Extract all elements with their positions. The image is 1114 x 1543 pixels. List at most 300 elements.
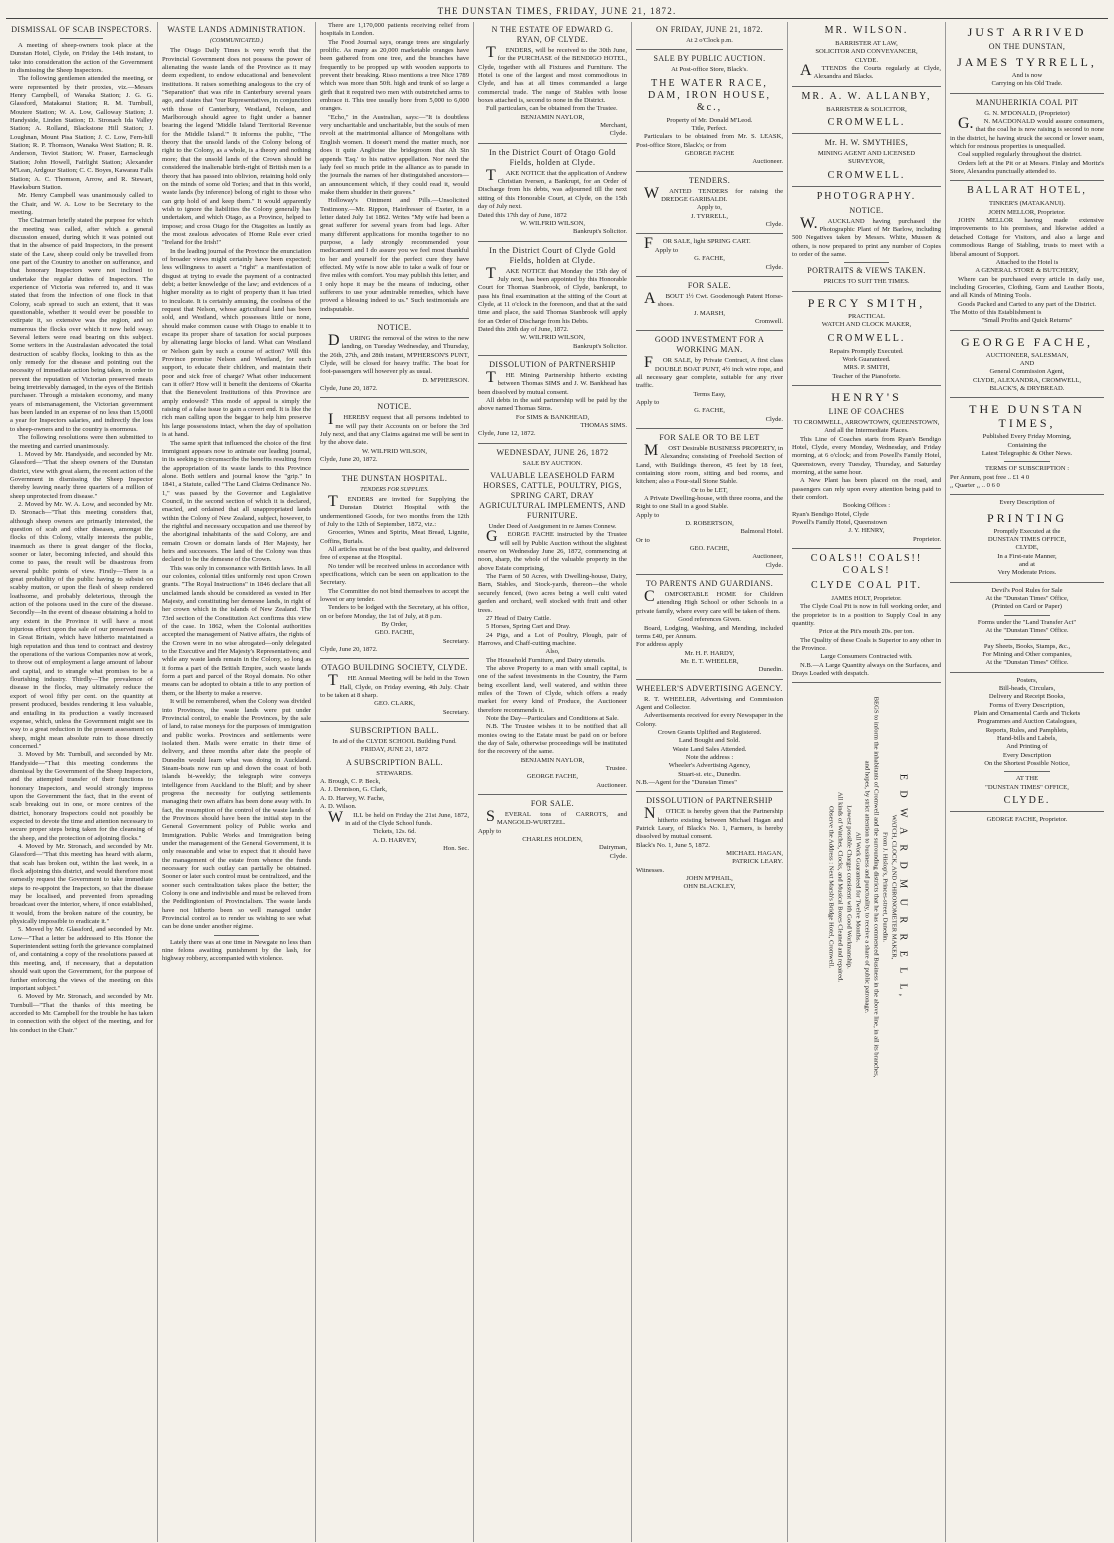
divider: [636, 679, 783, 680]
ad-place: Cromwell.: [754, 317, 783, 325]
list-item: Reports, Rules, and Pamphlets,: [985, 726, 1069, 734]
article-paragraph: 1. Moved by Mr. Handyside, and seconded by Mr. Glassford—"That the sheep owners of the Dunstan district, view with great alarm, the recent action of the Government in dismissing the Sheep Inspector thereby leaving nearly three quarters of a million of sheep unprotected from disease.": [10, 450, 153, 500]
ad-role: Auctioneer,: [752, 553, 783, 561]
divider: [792, 186, 941, 187]
ad-place: Clyde.: [609, 852, 627, 860]
ad-motto: "Small Profits and Quick Returns": [981, 317, 1073, 325]
ad-signature: THOMAS SIMS.: [580, 422, 627, 430]
ad-line: All Work Guaranteed for Twelve Months.: [854, 832, 861, 943]
ad-under: Under Deed of Assignment in re James Connew.: [488, 523, 617, 531]
ad-apply: Apply to: [654, 246, 679, 254]
ad-title: LINE OF COACHES: [828, 406, 905, 416]
ad-body: The Clyde Coal Pit is now in full working order, and the proprietor is in a position to Supply Coal in any quantity.: [792, 603, 941, 628]
ad-body: THE Mining Partnership hitherto existing between Thomas SIMS and J. W. Bankhead has been dissolved by mutual consent.: [478, 368, 627, 396]
ad-signature: MRS. P. SMITH,: [843, 364, 890, 372]
ad-signature: GEORGE FACHE: [684, 150, 735, 158]
ad-name: JAMES TYRRELL,: [957, 55, 1097, 69]
column-2: [158, 22, 316, 1542]
article-paragraph: 3. Moved by Mr. Turnbull, and seconded by Mr. Handyside—"That this meeting condemns the dismissal by the Government of the Sheep Inspectors, and the attempted transfer of their functions to honorary Inspectors, and would strongly impress upon the Government the fact, that in the event of scab breaking out in one, or more centres of the district, honorary Inspectors could not possibly be expected to devote the time and attention necessary to secure proper steps being taken for the cleansing of the sheep, and the protection of adjoining flocks.": [10, 751, 153, 842]
ad-and: AND: [1019, 359, 1035, 367]
ad-nb: N.B.—Agent for the "Dunstan Times": [636, 779, 737, 786]
ad-office: Ryan's Bendigo Hotel, Clyde: [792, 510, 869, 518]
divider: [636, 233, 783, 234]
ad-heading: WEDNESDAY, JUNE 26, 1872: [496, 447, 609, 457]
ad-heading: FOR SALE OR TO BE LET: [659, 432, 760, 442]
ad-body: The Household Furniture, and Dairy utensils.: [486, 656, 606, 664]
ad-date: Black's No. 1, June 5, 1872.: [636, 841, 710, 849]
ad-office: DUNSTAN TIMES OFFICE,: [987, 536, 1067, 544]
list-item: Plain and Ornamental Cards and Tickets: [973, 709, 1081, 717]
ad-intro: In aid of the CLYDE SCHOOL Building Fund.: [332, 738, 457, 746]
ad-body: N.B. The Trustee wishes it to be notified that all monies owing to the Estate must be paid on or before the day of Sale, otherwise proceedings will be instituted for the recovery of the same.: [478, 723, 627, 756]
ad-title: General Commission Agent,: [989, 368, 1065, 376]
ad-heading: FOR SALE.: [530, 799, 575, 809]
ad-role: Auctioneer.: [752, 158, 783, 166]
ad-body: BEGS to inform the inhabitants of Cromwell and the surrounding districts that he has commenced Business in the above line, in all its branches, and hopes, by strict attention to business and punctuality, to receive a share of public patronage.: [863, 697, 879, 1078]
ad-signature: MICHAEL HAGAN,: [726, 850, 783, 858]
ad-body: Coal supplied regularly throughout the district.: [958, 151, 1082, 159]
ad-title: CLYDE COAL PIT.: [811, 580, 922, 592]
notice-body: IHEREBY request that all persons indebted to me will pay their Accounts on or before the 3rd July next, and that any Claims against me will be sent in by the above date.: [320, 411, 469, 447]
list-item: On the Shortest Possible Notice,: [984, 759, 1070, 767]
ad-signature: BENJAMIN NAYLOR,: [520, 113, 585, 121]
notice-signature: W. WILFRID WILSON,: [361, 447, 428, 455]
article-paragraph: Mr. Henry Campbell was unanimously called to the Chair, and W. A. Low to be Secretary to the meeting.: [10, 192, 153, 216]
ad-heading: PERCY SMITH,: [807, 295, 926, 310]
ad-date: Clyde, June 20, 1872.: [320, 646, 378, 654]
divider: [636, 791, 783, 792]
ad-notice: NOTICE.: [849, 205, 884, 215]
ad-body: The Committee do not bind themselves to accept the lowest or any tender.: [320, 587, 469, 603]
ad-role: Auctioneer.: [596, 781, 627, 789]
ad-heading: OTAGO BUILDING SOCIETY, CLYDE.: [321, 663, 468, 673]
divider: [636, 171, 783, 172]
ad-signature: G. FACHE,: [694, 255, 725, 263]
divider: [950, 330, 1104, 331]
ad-line: AT THE: [1015, 775, 1039, 783]
ad-date: Clyde, June 12, 1872.: [478, 430, 536, 438]
masthead: THE DUNSTAN TIMES, FRIDAY, JUNE 21, 1872.: [6, 4, 1108, 19]
list-item: At the "Dunstan Times" Office,: [985, 595, 1069, 603]
ad-offices: Booking Offices :: [842, 502, 891, 510]
ad-apply: Apply to: [478, 827, 502, 835]
ad-terms: Terms Easy,: [693, 390, 726, 398]
ad-date: Dated this 20th day of June, 1872.: [478, 325, 569, 333]
ad-signature: J. MARSH,: [694, 309, 725, 317]
ad-signature: BENJAMIN NAYLOR,: [520, 756, 585, 764]
ad-address: Observe the Address : Next Marsh's Bridge Hotel, Cromwell.: [827, 806, 834, 969]
divider: [636, 428, 783, 429]
rotated-ad: [792, 687, 941, 1087]
ad-address: Wheeler's Advertising Agency,: [668, 762, 751, 770]
article-paragraph: In the leading journal of the Province the enunciation of broader views might certainly have been expected; less willingness to assert a "right" a manifestation of disgust at trying to evade the payment of a contracted debt; a better knowledge of the law; and evidences of a higher morality as to right of property than it has tried to inculcate. It is certainly amusing, the coolness of the request that Nelson, whose agricultural land has been sold, and Westland, which possesses little or none, should make common cause with Otago to enable it to escape its proper share of taxation for social purposes by alienating large blocks of land. What can Westland or Nelson gain by such a course of action? Will this Province promise Nelson and Westland, for such support, to educate their children, and maintain their poor and sick free of charge? What other inducement can it offer? How will it benefit the denizens of Okarita that the Benevolent Institutions of this Province are amply endowed? This mode of appeal is simply the raising of a false issue to gain a covert end. It is like the rich man calling upon the beggar to help him preserve his large possessions intact, when the day of spoliation is at hand.: [162, 247, 311, 439]
ad-refs: Good references Given.: [678, 616, 741, 624]
ad-body: N.B.—A Large Quantity always on the Surfaces, and Drays Loaded with despatch.: [792, 661, 941, 678]
ad-body: A Private Dwelling-house, with three rooms, and the Right to one Stall in a good Stable.: [636, 495, 783, 511]
ad-route: And all the Intermediate Places.: [824, 427, 909, 435]
ad-body: Full particulars, can be obtained from the Trustee.: [486, 105, 618, 113]
ad-line: Large Consumers Contracted with.: [820, 653, 913, 661]
ad-heading: TO PARENTS AND GUARDIANS.: [645, 579, 774, 589]
ad-signature: W. WILFRID WILSON,: [519, 334, 586, 342]
ad-or: Or to be LET,: [691, 486, 728, 494]
divider: [792, 548, 941, 549]
ad-price-row: ,, Quarter ,, .. 0 6 0: [950, 482, 1000, 490]
article-paragraph: 4. Moved by Mr. Stronach, and seconded by Mr. Glassford—"That this meeting has heard with alarm, that scab has broken out, within the last week, in a flock adjoining this district, and would therefore most earnestly request the Government to take immediate steps to re-appoint the Inspectors, so that the disease may be localised, and prevented from spreading broadcast over the interior, where, if once established, it would, from the broken nature of the country, be physically impossible to eradicate it.": [10, 843, 153, 926]
ad-heading: MR. A. W. ALLANBY,: [801, 90, 932, 102]
article-paragraph: The Chairman briefly stated the purpose for which the meeting was called, after which a general discussion ensued, during which it was pointed out that in the absence of paid Inspectors, in the present state of the Law, sheep could only be travelled from one part of the Country to another on sufferance, and that honorary Inspectors were not inclined to undertake the regular duties of Inspectors. The experience of Victoria was referred to, and it was stated that from the infection of one flock in that Colony, scab spread to such an extent, that it was questionable, whether it would ever be possible to extirpate it, so extensive was the region, and so numerous the flocks over which it now held sway. Several letters were read bearing on this subject. Some writers in the Australasian advocated the total destruction of scabby flocks, looking to this as the only remedy for the disease and pointing out the necessity of immediate action being taken, in order to prevent the reputation of Victorian preserved meats being irretrievably damaged, in the eyes of the British purchaser. Through a mistaken economy, and many years of mismanagement, the Victorian government has been landed in an expense of no less than 15,000l a year for Inspectors salaries, and indirectly the loss to sheep-owners and to the country is enormous.: [10, 217, 153, 433]
divider: [214, 935, 259, 936]
ad-body: COMFORTABLE HOME for Children attending High School or other Schools in a private family, where every care will be taken of them.: [636, 588, 783, 615]
list-item: At the "Dunstan Times" Office.: [985, 659, 1069, 667]
divider: [320, 658, 469, 659]
divider: [478, 241, 627, 242]
ad-signature: Mr. E. T. WHEELER,: [680, 657, 739, 665]
ad-body: ABOUT 1½ Cwt. Goodenough Patent Horse-shoes.: [644, 289, 783, 309]
divider: [950, 811, 1104, 812]
ad-heading: FOR SALE.: [687, 280, 732, 290]
ad-owner: JAMES HOLT, Proprietor.: [831, 595, 902, 603]
ad-body: Groceries, Wines and Spirits, Meat Bread, Lignite, Coffins, Burials.: [320, 529, 469, 545]
ad-body: Orders left at the Pit or at Messrs. Finlay and Moritz's Store, Alexandra punctually attended to.: [950, 159, 1104, 176]
ad-signature: CHARLES HOLDEN,: [522, 836, 583, 844]
ad-place: CROMWELL.: [827, 117, 906, 129]
news-item: Lately there was at one time in Newgate no less than nine felons awaiting punishment by the lash, for highway robbery, accompanied with violence.: [162, 938, 311, 963]
ad-body: R. T. WHEELER, Advertising and Commission Agent and Collector.: [636, 695, 783, 711]
ad-body: NOTICE is hereby given that the Partnership hitherto existing between Michael Hagan and Patrick Leary, of Black's No. 1, Farmers, is hereby dissolved by mutual consent.: [636, 805, 783, 841]
ad-title: PRACTICAL: [848, 312, 885, 320]
list-item: Programmes and Auction Catalogues,: [977, 718, 1077, 726]
ad-line: Very Moderate Prices.: [997, 569, 1057, 577]
divider: [1004, 461, 1050, 462]
steward-row: A. D. Harvey, W. Fache,: [320, 794, 385, 802]
divider: [1004, 615, 1050, 616]
ad-line: Work Guaranteed.: [842, 355, 891, 363]
divider: [60, 38, 103, 39]
ad-heading: DISSOLUTION of PARTNERSHIP: [646, 796, 773, 806]
ad-date: Dated this 17th day of June, 1872: [478, 211, 567, 219]
ad-motto: The Motto of this Establishment is: [950, 308, 1042, 316]
ad-body: The Quality of these Coals is Superior to any other in the Province.: [792, 636, 942, 653]
ad-apply: Apply to,: [697, 204, 722, 212]
ad-body: ATTENDS the Courts regularly at Clyde, Alexandra and Blacks.: [800, 62, 941, 81]
article-paragraph: This was only in consonance with British laws. In all our colonies, colonial titles uniformly rest upon Crown grants. "The Royal Instructions" in 1846 declare that all unclaimed lands should be considered as vested in Her Majesty, and constituting her demesne lands, in right of her crown which in the islands of New Zealand. The 73rd section of the Constitution Act confirms this view of the case. In 1862, when the Colonial authorities accepted the management of Native affairs, the rights of the Crown were in no wise abrogated—only delegated to the Executive and Her Majesty's Representatives; and while any waste lands remain in the Colony, so long as it forms a part of the British Empire, such waste lands form a part and parcel of the Royal domain. No other means can be adopted to obtain a title to any portion of them, or the liberty to make a reserve.: [162, 564, 311, 697]
ad-note: Note the address :: [685, 753, 734, 761]
article-heading: DISMISSAL OF SCAB INSPECTORS.: [11, 25, 152, 34]
ad-place: Clyde.: [765, 263, 783, 271]
ad-place: Dunedin.: [758, 666, 783, 674]
ad-tickets: Tickets, 12s. 6d.: [372, 828, 417, 836]
article-paragraph: A meeting of sheep-owners took place at the Dunstan Hotel, Clyde, on Friday the 14th instant, to take into consideration the action of the Government in dismissing the Sheep Inspectors.: [10, 42, 153, 75]
ad-signature: W. WILFRID WILSON,: [519, 219, 586, 227]
ad-signature: D. ROBERTSON,: [685, 520, 734, 528]
ad-place: CLYDE.: [1003, 795, 1051, 806]
column-6: [788, 22, 946, 1542]
forms-list: [950, 587, 1104, 668]
ad-body: G.N. MACDONALD would assure consumers, that the coal he is now raising is second to none in the district, he having struck the second or lower seam, which for resinous properties is unequalled.: [950, 115, 1104, 151]
list-item: Forms of Every Description,: [989, 701, 1065, 709]
ad-heading: BALLARAT HOTEL,: [967, 185, 1087, 197]
ad-body: 27 Head of Dairy Cattle.: [486, 614, 552, 622]
ad-role: Bankrupt's Solicitor.: [573, 228, 627, 236]
ad-body: Board, Lodging, Washing, and Mending, included terms £40, per Annum.: [636, 624, 783, 640]
ad-heading: JUST ARRIVED: [967, 25, 1087, 39]
notice-date: Clyde, June 20, 1872.: [320, 456, 378, 464]
ad-title: AUCTIONEER, SALESMAN,: [985, 351, 1069, 359]
ad-heading: TENDERS.: [688, 175, 731, 185]
divider: [950, 397, 1104, 398]
ad-title: THE WATER RACE, DAM, IRON HOUSE, &c.,: [647, 77, 772, 113]
list-item: Bill-heads, Circulars,: [998, 684, 1056, 692]
ad-terms: TERMS OF SUBSCRIPTION :: [984, 465, 1070, 473]
list-item: Forms under the "Land Transfer Act": [977, 618, 1077, 626]
divider: [792, 682, 941, 683]
divider: [636, 276, 783, 277]
ad-heading: E D W A R D M U R R E L L,: [897, 774, 908, 1001]
ad-subheading: SALE BY AUCTION.: [522, 459, 583, 467]
divider: [844, 262, 889, 263]
ad-role: Secretary.: [442, 637, 469, 645]
ad-body: Where can be purchased every article in daily use, including Groceries, Clothing, Gum and Leather Boots, and all Kinds of Mining Tools.: [950, 275, 1104, 300]
list-item: Hand-bills and Labels,: [997, 734, 1057, 742]
ad-place: At Post-office Store, Black's.: [671, 66, 748, 74]
ad-signature: PATRICK LEARY.: [732, 858, 783, 866]
divider: [950, 672, 1104, 673]
ad-route: TO CROMWELL, ARROWTOWN, QUEENSTOWN,: [793, 418, 940, 426]
article-paragraph: The following gentlemen attended the meeting, or were represented by their proxies, viz.—Messrs Henry Campbell, of Wanaka Station; J. G. G. Glassford, Matakanui Station; R. M. Turnbull, Moutere Station; W. A. Low, Galloway Station; J. Handyside, Linden Station; D. Stronach Ida Valley Station; A. Rolland, Blackstone Hill Station; J. Loughnan, Mount Pisa Station; J. C. Low, Fern-hill Station; R. P. Thomson, Wanaka West Station; R. R. Anderson, Teviot Station; W. Fraser, Earnscleugh Station; John Howell, Fairlight Station; Alexander M'Lean, Ardgour Station; C. C. Boyes, Kawarau Falls Station; A. C. Thomson, Arrow, and R. Stewart, Hawksburn Station.: [10, 75, 153, 191]
ad-heading: In the District Court of Clyde Gold Fields, holden at Clyde.: [489, 245, 616, 265]
column-5: [632, 22, 788, 1542]
ad-printing: PRINTING: [987, 510, 1067, 525]
ad-body: 5 Horses, Spring Cart and Dray.: [486, 623, 571, 631]
ad-title: MINING AGENT AND LICENSED: [817, 150, 916, 158]
ad-body: SEVERAL tons of CARROTS, and MANGOLD-WURTZEL.: [486, 808, 627, 827]
ad-body: The above Property to a man with small capital, is one of the safest investments in the Country, the Farm being excellent land, well watered, and within three miles of the Town of Clyde, which offers a ready market for every kind of Produce, the Auctioneer therefore recommends it.: [478, 664, 627, 714]
news-item: The Food Journal says, orange trees are singularly prolific. As many as 20,000 marketable oranges have been gathered from one tree, and the branches have frequently to be propped up with wooden supports to prevent their breaking. Risso mentions a tree Nice 1789 which was more than 50ft. high and trunk of so large a girth that it required two men with outstretched arms to embrace it. This tree usually bore from 5,000 to 6,000 oranges.: [320, 38, 469, 113]
ad-heading: PHOTOGRAPHY.: [816, 190, 917, 202]
column-4: [474, 22, 632, 1542]
ad-body: WANTED TENDERS for raising the DREDGE GARIBALDI.: [644, 184, 783, 204]
ad-line: Repairs Promptly Executed.: [829, 347, 904, 355]
columns: [6, 22, 1108, 1542]
ad-heading: N THE ESTATE OF EDWARD G. RYAN, OF CLYDE.: [491, 25, 614, 44]
ad-line: Teacher of the Pianoforte.: [832, 372, 901, 380]
column-1: [6, 22, 158, 1542]
ad-body: All articles must be of the best quality, and delivered free of expense at the Hospital.: [320, 545, 469, 562]
ad-line: Latest Telegraphic & Other News.: [981, 450, 1073, 457]
ad-heading: MANUHERIKIA COAL PIT: [975, 97, 1079, 107]
list-item: Devil's Pool Rules for Sale: [991, 586, 1063, 594]
ad-line: Lowest possible Charges consistent with Good Workmanship.: [845, 805, 852, 970]
divider: [1004, 639, 1050, 640]
news-item: "Echo," in the Australian, says:—"It is doubtless very uncharitable and uncharitable, but the souls of men revolt at the matrimonial alliance of Mongolians with English women. It doesn't mend the matter much, nor does it quite Anglicise the bridegroom that Ah Sin appends 'Esq.' to his native appellation. Nor need the lady feel so much pride in the alliance as to parade in the journals the names of her distinguished ancestors—an announcement which, if they could read it, would make them shudder in their graves.": [320, 113, 469, 196]
list-item: Delivery and Receipt Books,: [988, 693, 1066, 701]
ad-title: BARRISTER AT LAW,: [835, 40, 898, 47]
ad-heading: DISSOLUTION of PARTNERSHIP: [489, 359, 616, 369]
divider: [320, 397, 469, 398]
ad-heading: THE DUNSTAN TIMES,: [969, 402, 1085, 431]
news-item: Holloway's Ointment and Pills.—Unsolicited Testimony.—Mr. Rippon, Hairdresser of Exeter, in a letter dated July 1st 1862. Writes "My wife had been a great sufferer for several years from bad legs. After many different applications for months together to no purpose, a lady strongly recommended your medicament and I do assure you we feel most thankful to her and yourself for the perfect cure they have effected. My wife is now able to take a walk of four or five miles with comfort. You may publish this letter, and I only hope it may be the means of inducing, other sufferers to use your admirable remedies, which have proved a blessing indeed to us." Such testimonials are indisputable.: [320, 197, 469, 313]
article-paragraph: 6. Moved by Mr. Stronach, and seconded by Mr. Turnbull—"That the thanks of this meeting be accorded to Mr. Campbell for the trouble he has taken in connection with the object of the meeting, and for his conduct in the Chair.": [10, 993, 153, 1034]
ad-body: Tenders to be lodged with the Secretary, at his office, on or before Monday, the 1st of July, at 8 p.m.: [320, 604, 469, 620]
ad-subheading: WATCH, CLOCK, AND CHRONOMETER MAKER,: [890, 815, 897, 960]
ad-date: FRIDAY, JUNE 21, 1872: [360, 746, 429, 754]
ad-place: CLYDE.: [855, 56, 878, 64]
ad-heading: COALS!! COALS!! COALS!: [810, 553, 923, 577]
list-item: Every Description: [1002, 751, 1052, 759]
ad-apply: Apply to: [636, 511, 660, 519]
article-paragraph: 5. Moved by Mr. Glassford, and seconded by Mr. Low—"That a letter be addressed to His Honor the Superintendent setting forth the grievance complained of, and containing a copy of the resolutions passed at this meeting, and, if necessary, that a deputation should wait upon the Government, for the purpose of further enforcing the views of the meeting on this important subject.": [10, 926, 154, 992]
ad-subheading: PORTRAITS & VIEWS TAKEN.: [807, 266, 926, 276]
ad-title: BARRISTER & SOLICITOR,: [826, 105, 907, 113]
ad-subheading: ON THE DUNSTAN,: [988, 42, 1066, 51]
list-item: (Printed on Card or Paper): [992, 603, 1062, 611]
article-paragraph: It will be remembered, when the Colony was divided into Provinces, the waste lands were put under Provincial control, to enable the Provinces, by the sale of land, to raise moneys for the purposes of immigration and public works. Provinces and settlements were isolated then. Mails were erratic in their time of delivery, and three months after date the people of Dunedin would learn what was doing in Auckland. Steam-boats now run up and down the coast of both islands bi-weekly; the telegraph wire conveys intelligence from Auckland to the Bluff; and by sheer progress the necessity for outlying settlements managing their own affairs has been done away with. In fact, the resumption of the control of the waste lands of the Provinces should have been the initial step in the General Government policy of Public works and Immigration. Public Works and Immigration being under the management of the General Government, it is only reasonable and wise to expect that it should have the management of the estate from whence the funds necessary for such outlay can partially be obtained. Sooner or later such control must be centralized, and the sooner such centralization takes place the better; the Colony is one and indivisible and must be relieved from the Peddlingtonism of Provincialism. The waste lands have not hitherto been so well managed under Provincial control as to render us wishing to see what can be done under another régime.: [162, 698, 311, 931]
notice-signature: D. M'PHERSON.: [422, 376, 469, 384]
divider: [950, 494, 1104, 495]
ad-signature: GEO. CLARK,: [374, 700, 415, 708]
divider: [636, 574, 783, 575]
ad-line: and at: [1019, 561, 1035, 569]
ad-heading: SUBSCRIPTION BALL.: [350, 726, 439, 736]
divider: [478, 443, 627, 444]
ad-body: TENDERS, will be received to the 30th June, for the PURCHASE of the BENDIGO HOTEL, Clyde, together with all Fixtures and Furniture. The Hotel is one of the largest and most commodious in Clyde, and has at all times commanded a large commercial trade. The range of Stables with loose boxes attached is, second to none in the District.: [478, 44, 627, 105]
ad-body: WILL be held on Friday the 21st June, 1872, in aid of the Clyde School funds.: [328, 808, 469, 827]
ad-heading: GOOD INVESTMENT FOR A WORKING MAN.: [654, 335, 765, 355]
ad-heading: THE DUNSTAN HOSPITAL.: [341, 473, 448, 483]
ad-role: Trustee.: [605, 765, 627, 773]
posters-list: [950, 677, 1104, 769]
divider: [792, 133, 941, 134]
ad-role: Secretary.: [442, 708, 469, 716]
ad-body: GEORGE FACHE instructed by the Trustee will sell by Public Auction without the slightest reserve on Wednesday June 26, 1872, commencing at noon, sharp, the whole of the valuable property in the above Estate comprising,: [478, 528, 627, 572]
ad-witness-name: OHN BLACKLEY,: [683, 883, 736, 891]
divider: [636, 330, 783, 331]
ad-body: All debts in the said partnership will be paid by the above named Thomas Sims.: [478, 397, 627, 413]
ad-subheading: TINKER'S (MATAKANUI).: [988, 200, 1066, 208]
article-paragraph: The following resolutions were then submitted to the meeting and carried unanimously.: [10, 434, 153, 450]
ad-subheading: TENDERS FOR SUPPLIES.: [360, 486, 429, 493]
ad-line: And is now: [1011, 72, 1043, 79]
divider: [320, 318, 469, 319]
ad-street: Stuart-st. etc., Dunedin.: [678, 770, 741, 778]
divider: [792, 291, 941, 292]
news-item: There are 1,170,000 patients receiving relief from hospitals in London.: [320, 22, 469, 38]
ad-body: Particulars to be obtained from Mr. S. LEASK, Post-office Store, Black's; or from: [636, 133, 783, 149]
ad-price: Price at the Pit's mouth 20s. per ton.: [818, 628, 915, 636]
ad-signature: GEORGE FACHE,: [526, 773, 579, 781]
article-paragraph: The same spirit that influenced the choice of the first immigrant appears now to animate our leading journal, in its seeking to circumscribe the benefits resulting from the appropriation of its waste lands to this Province alone. Both settlers and journal know the "grip." In 1841, a Statute, called "The Land Claims Ordinance No. 1," was passed by the Governor and Legislative Council, in the second section of which it is declared, enacted, and ordained that all unappropriated lands within the Colony of New Zealand, subject, however, to the rightful and necessary occupation and use thereof by the aboriginal inhabitants of the said Colony, are and remain Crown or domain lands of Her Majesty, her heirs and successors. The land of the Colony was thus declared to be the demesne of the Crown.: [162, 439, 311, 564]
ad-witness-name: JOHN M'PHAIL,: [686, 875, 733, 883]
ad-signature: G. FACHE,: [694, 407, 725, 415]
ad-body: The Farm of 50 Acres, with Dwelling-house, Dairy, Barn, Stables, and Stock-yards, thereon—the whole securely fenced, (two acres being a well culti vated garden and orchard, well stocked with fruit and other trees.: [478, 573, 627, 614]
ad-body: 24 Pigs, and a Lot of Poultry, Plough, pair of Harrows, and Chaff-cutting machine.: [478, 631, 627, 647]
ad-prices: PRICES TO SUIT THE TIMES.: [823, 278, 910, 286]
list-item: At the "Dunstan Times" Office.: [985, 627, 1069, 635]
divider: [950, 180, 1104, 181]
ad-price-row: Per Annum, post free .. £1 4 0: [950, 473, 1030, 481]
ad-heading: MR. WILSON.: [824, 25, 909, 36]
ad-or-to: Or to: [636, 536, 650, 544]
divider: [320, 469, 469, 470]
article-paragraph: 2. Moved by Mr. W. A. Low, and seconded by Mr. D. Stronach—"That this meeting considers that, although sheep owners are primarily interested, the question of scab and other diseases, amongst the flocks of this Colony, vitally interests the public, inasmuch as there is great danger of the flocks, sooner or later, becoming infected, and should this come to pass, the result will be disastrous from several public points of view. Firstly—There is a great probability of the public having to subsist on scabby mutton, or upon the flesh of sheep rendered loathsome, and probably deleterious, through the action of the poisons used in the cure of the disease. Secondly—In the event of disease obtaining a hold to any extent in the Province it will have a most injurious effect upon the sale of our preserved meats in Great Britain, which have hitherto maintained a high reputation and thus tend to contract and destroy the operations of the various Companies now at work, to throw out of employment a large amount of labour and capital, and to strangle what promises to be a flourishing industry. Thirdly—The prevalence of disease in the flocks, may ultimately reduce the export of wool fifty per cent. on the quantity at present produced, besides rendering it less valuable, and entailing in its production a vastly increased expense, which, unless the Government might see its way to a great reduction in the present assessment on sheep, might mean absolute ruin to those directly concerned.": [10, 500, 153, 750]
ad-line: A GENERAL STORE & BUTCHERY,: [975, 267, 1079, 275]
ad-places: CLYDE, ALEXANDRA, CROMWELL,: [973, 376, 1081, 384]
ad-title: SOLICITOR AND CONVEYANCER,: [815, 48, 918, 56]
divider: [950, 582, 1104, 583]
divider: [792, 86, 941, 87]
ad-signature: GEO. FACHE,: [689, 545, 730, 553]
ad-body: THE Annual Meeting will be held in the Town Hall, Clyde, on Friday evening, 4th July. Chair to be taken at 8 sharp.: [320, 672, 469, 700]
ad-heading: GEORGE FACHE,: [960, 334, 1094, 349]
ad-line: Containing the: [1007, 441, 1047, 449]
ad-title: VALUABLE LEASEHOLD FARM HORSES, CATTLE, POULTRY, PIGS, SPRING CART, DRAY AGRICULTURAL IMPLEMENTS, AND FURNITURE.: [479, 471, 626, 521]
ad-owner: Property of Mr. Donald M'Leod.: [666, 116, 753, 124]
notice-date: Clyde, June 20, 1872.: [320, 385, 378, 393]
article-byline: (COMMUNICATED.): [210, 38, 263, 44]
divider: [792, 385, 941, 386]
list-item: For Mining and Other companies,: [982, 650, 1072, 658]
list-item: Pay Sheets, Books, Stamps, &c.,: [983, 642, 1071, 650]
ad-line: All kinds of Watches, Clocks, and Musical Boxes Cleaned and repaired.: [836, 792, 843, 983]
ad-place: CROMWELL.: [827, 169, 906, 181]
ad-title: WATCH AND CLOCK MAKER,: [821, 321, 912, 329]
steward-row: A. D. Wilson.: [320, 803, 357, 811]
ad-place: Clyde.: [765, 561, 783, 569]
ad-line: Carrying on his Old Trade.: [991, 80, 1063, 88]
notice-heading: NOTICE.: [377, 402, 412, 412]
ad-line: In a First-rate Manner,: [997, 552, 1057, 560]
ad-office: "DUNSTAN TIMES" OFFICE,: [985, 783, 1069, 791]
ad-line: Every Description of: [999, 499, 1055, 507]
ad-signature: A. D. HARVEY,: [372, 836, 417, 844]
ad-heading: Mr. H. W. SMYTHIES,: [824, 138, 909, 148]
ad-from: From J. Hislop's, Princes-street, Dunedin.: [881, 832, 888, 943]
ad-body: This Line of Coaches starts from Ryan's Bendigo Hotel, Clyde, every Monday, Wednesday, and Friday morning, at 6 o'clock; and from Powell's Family Hotel, Queenstown, every Tuesday, Thursday, and Saturday morning, at the same hour.: [792, 435, 941, 476]
ad-time: At 2 o'Clock p.m.: [686, 37, 733, 44]
ad-place: CLYDE,: [1015, 544, 1039, 552]
notice-body: DURING the removal of the wires to the new landing, on Tuesday Wednesday, and Thursday, the 26th, 27th, and 28th instant, M'PHERSON'S PUNT, Clyde, will be closed for heavy traffic. The boat for foot-passengers will however ply as usual.: [320, 332, 469, 376]
ad-body: TAKE NOTICE that the application of Andrew Christian Iversen, a Bankrupt, for an Order of Discharge from his debts, was adjourned till the next sitting of this Honorable Court, at Clyde, on the 15th day of July next.: [478, 166, 628, 211]
ad-place: Clyde.: [765, 415, 783, 423]
ad-signature: J. TYRRELL,: [690, 212, 729, 220]
ad-place: Clyde.: [765, 221, 783, 229]
ad-title: SURVEYOR,: [848, 158, 885, 166]
ad-line: Goods Packed and Carted to any part of the District.: [957, 300, 1097, 308]
ad-body: JOHN MELLOR having made extensive improvements to his premises, and likewise added a detached Cottage for Visitors, and also a large and commodious Range of Stabling, trusts to meet with a liberal amount of Support.: [950, 217, 1104, 258]
ad-stewards: STEWARDS.: [376, 769, 413, 777]
list-item: Posters,: [1016, 676, 1038, 684]
ad-body: FOR SALE, light SPRING CART.: [644, 235, 751, 253]
divider: [636, 49, 783, 50]
ad-line: Attached to the Hotel is: [995, 258, 1059, 266]
ad-role: Merchant,: [600, 122, 627, 130]
ad-heading: In the District Court of Otago Gold Fields, holden at Clyde.: [489, 147, 616, 167]
ad-body: A New Plant has been placed on the road, and passengers can rely upon every attention being paid to their comfort.: [792, 477, 941, 501]
ad-apply: For address apply: [636, 641, 683, 649]
ad-list-item: Crown Grants Uplifted and Registered.: [657, 728, 762, 736]
ad-role: Proprietor.: [912, 535, 941, 543]
notice-heading: NOTICE.: [377, 323, 412, 333]
ad-role: Bankrupt's Solicitor.: [573, 342, 627, 350]
ad-body: FOR SALE, by Private Contract, A first class DOUBLE BOAT PUNT, 4½ inch wire rope, and all necessary gear complete, suitable for any river traffic.: [636, 354, 783, 390]
divider: [478, 794, 627, 795]
ad-heading: ON FRIDAY, JUNE 21, 1872.: [655, 25, 764, 34]
list-item: And Printing of: [1006, 743, 1048, 751]
article-paragraph: The Otago Daily Times is very wroth that the Provincial Government does not possess the power of alienating the waste lands of the Province as it may deem expedient, to endow educational and benevolent institutions. It raises something analogous to the cry of "Separation" that was rife in Canterbury several years ago, and states that "our Representatives, in conjunction with those of Canterbury, Westland, Nelson, and Marlborough should agree to fight under a banner bearing the legend 'Middle Island Territorial Revenue for the Middle Island.'" It informs the public, "The theory that the unsold lands of the Colony belong of right to the Colony, as a whole, is a theory and nothing more; that the unsold lands of the Crown should be considered the inalienable birth-right of British men is a theory that has passed into oblivion, retaining hold only on the minds of some old Tories; and that in this world, waste lands (by inference) belong of right to those who can grip hold of and keep them." It would apparently wish to ignore the liabilities the Colony generally has undertaken, and which Otago, as a Province, helped to impose; and cross Otago for the Otagoites as lustily as the most zealous advocates of Home Rule ever cried "Ireland for the Irish!": [162, 47, 311, 247]
ad-list-item: Waste Land Sales Attended.: [672, 745, 747, 753]
ad-place: Clyde.: [609, 130, 627, 138]
